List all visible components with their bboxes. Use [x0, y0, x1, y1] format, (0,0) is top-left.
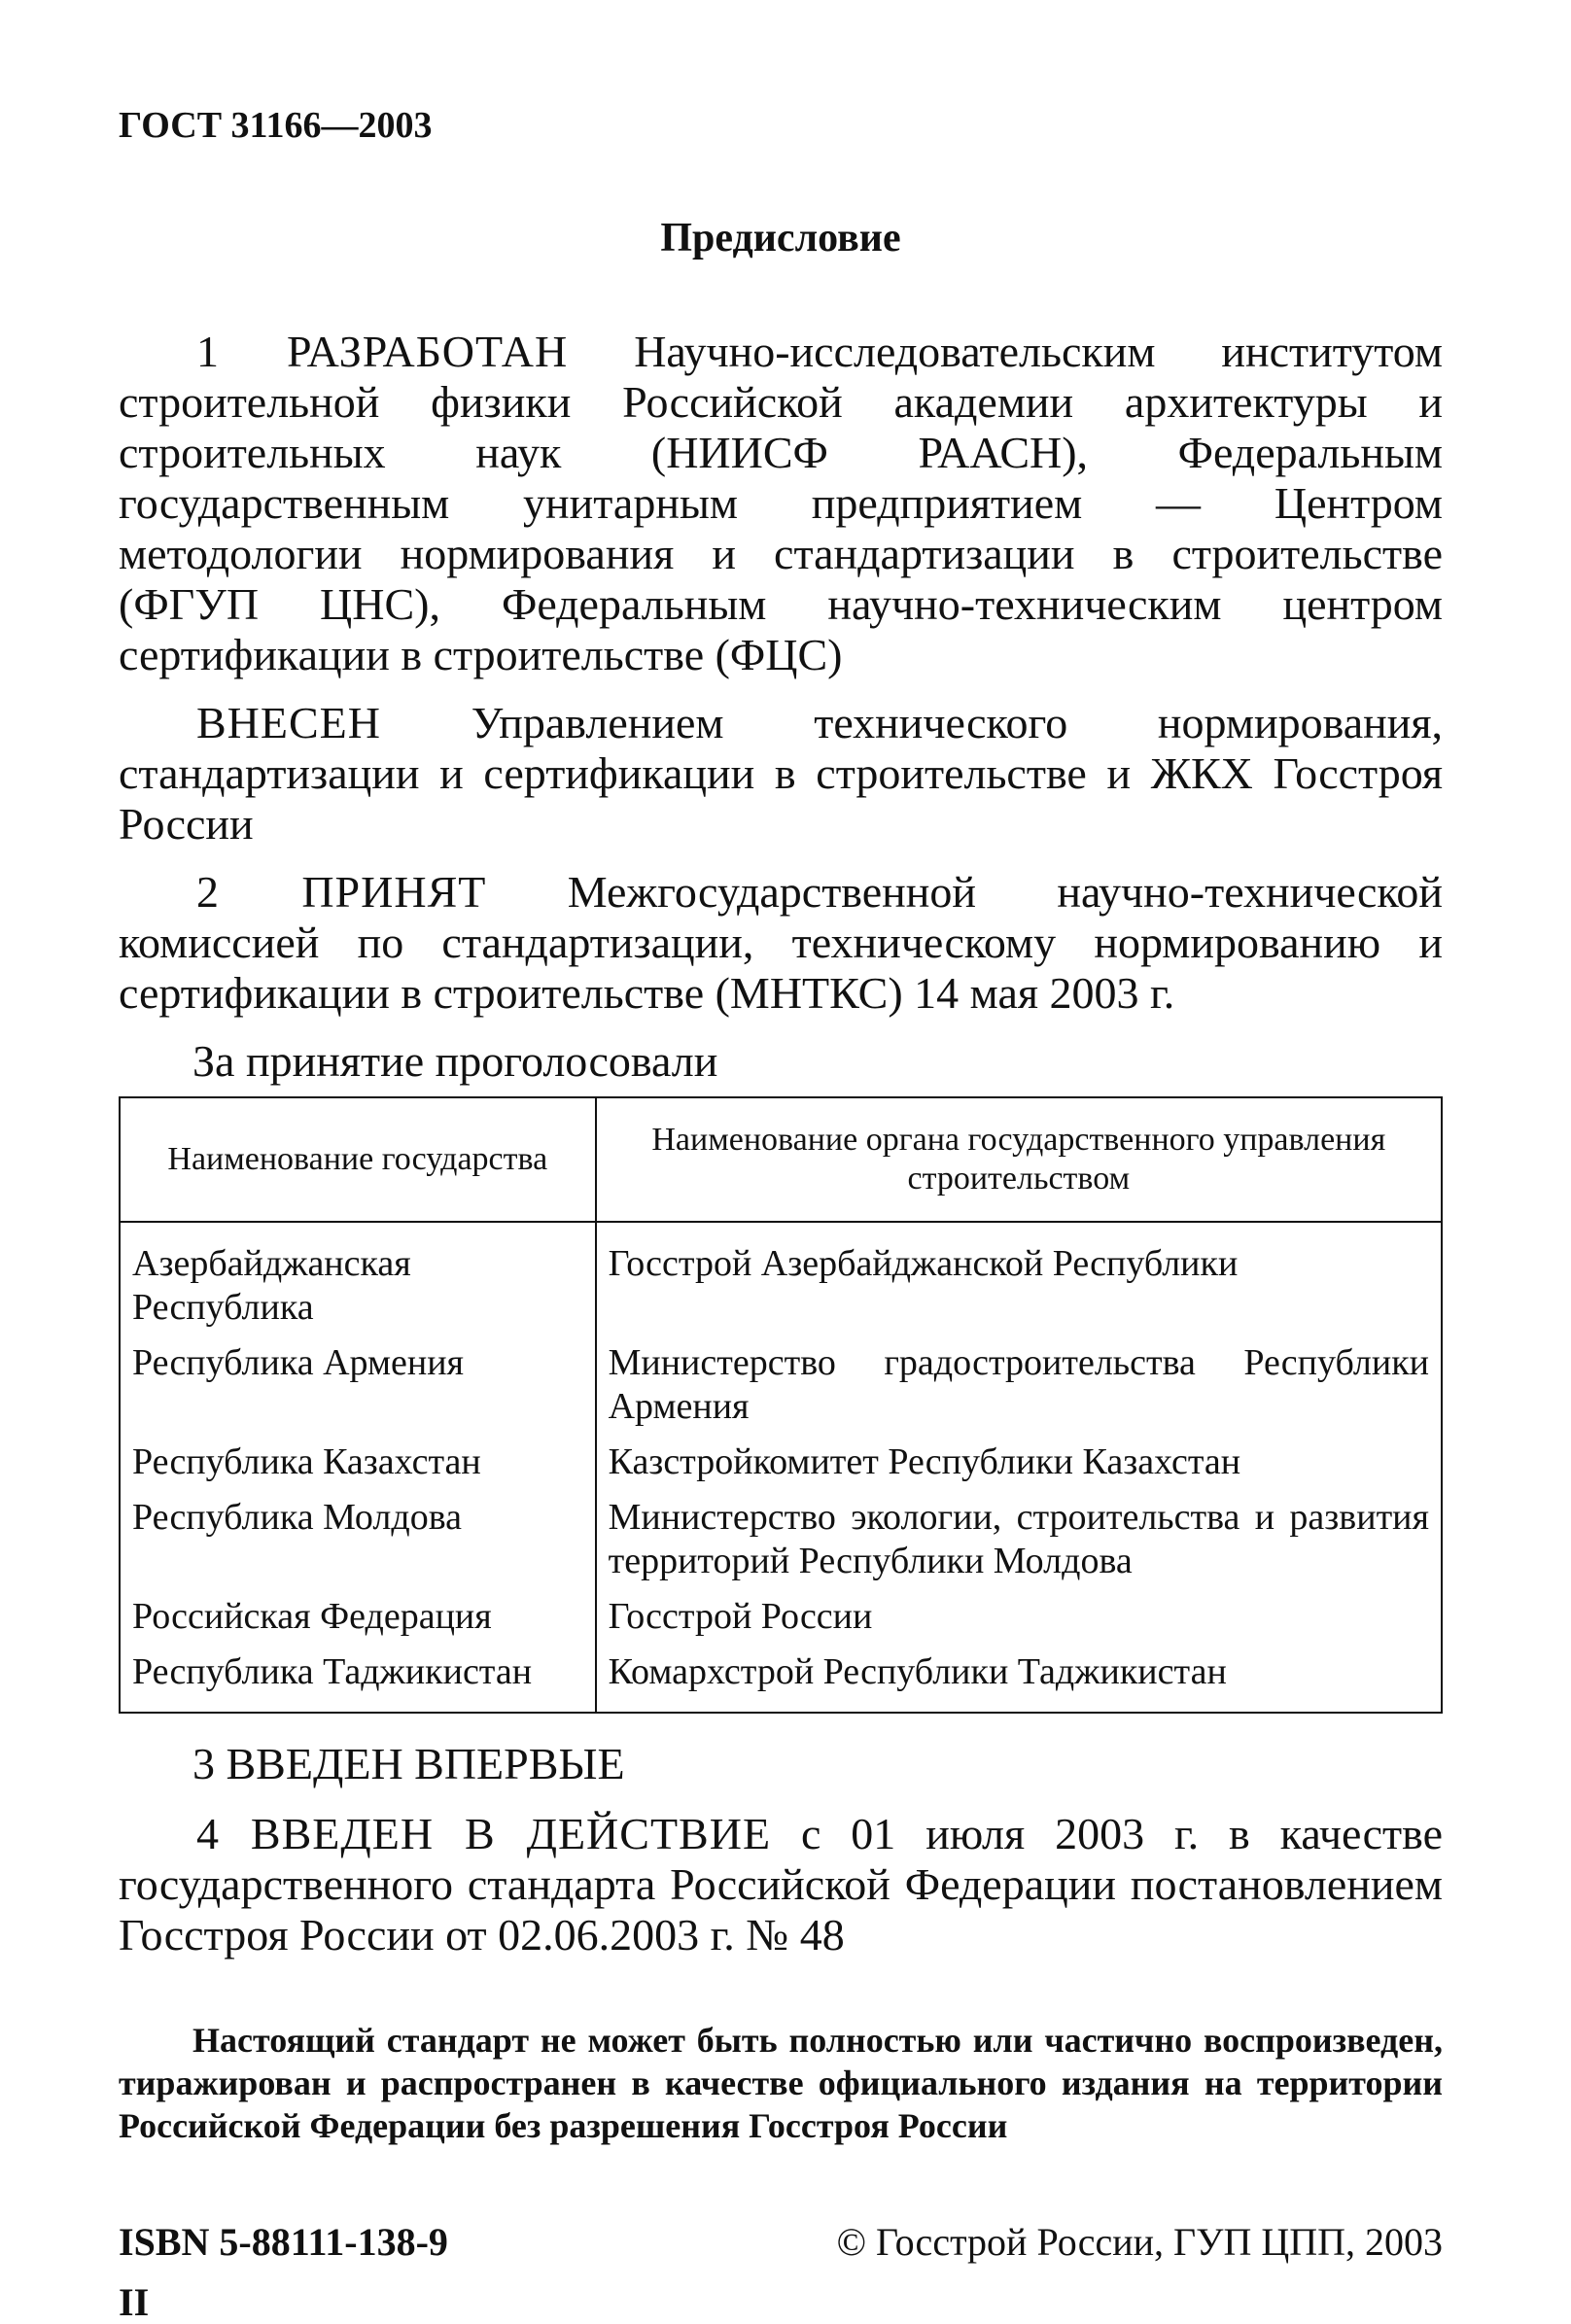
table-row [120, 1490, 1442, 1589]
section-4-lead: 4 ВВЕДЕН В ДЕЙСТВИЕ [196, 1809, 772, 1858]
section-2-lead: 2 ПРИНЯТ [196, 867, 487, 917]
section-2-paragraph [119, 867, 1443, 1019]
table-row [120, 1335, 1442, 1435]
authority-cell: Госстрой России [596, 1589, 1442, 1645]
document-page [119, 107, 1443, 2322]
state-cell: Республика Армения [120, 1335, 596, 1435]
state-cell: Республика Казахстан [120, 1435, 596, 1490]
authority-cell: Казстройкомитет Республики Казахстан [596, 1435, 1442, 1490]
state-cell: Российская Федерация [120, 1589, 596, 1645]
column-header-state: Наименование государства [120, 1097, 596, 1222]
votes-table [119, 1096, 1443, 1714]
state-cell: Азербайджанская Республика [120, 1222, 596, 1335]
authority-cell: Министерство градостроительства Республики Армения [596, 1335, 1442, 1435]
section-4-paragraph [119, 1809, 1443, 1960]
page-number: II [119, 2280, 150, 2324]
copyright-line: © Госстрой России, ГУП ЦПП, 2003 [836, 2220, 1443, 2264]
footer [119, 2220, 1443, 2264]
introduced-lead: ВНЕСЕН [196, 698, 381, 747]
table-header-row [120, 1097, 1442, 1222]
copyright-notice: Настоящий стандарт не может быть полностью или частично воспроизведен, тиражирован и распространен в качестве официального издания на территории Российской Федерации без разрешения Госстроя России [119, 2021, 1443, 2145]
introduced-paragraph [119, 698, 1443, 850]
table-row [120, 1435, 1442, 1490]
introduced-text: Управлением технического нормирования, стандартизации и сертификации в строительстве и ЖКХ Госстроя России [119, 698, 1444, 849]
section-1-text: Научно-исследовательским институтом строительной физики Российской академии архитектуры и строительных наук (НИИСФ РААСН), Федеральным государственным унитарным предприятием — Центром методологии нормирования и стандартизации в строительстве (ФГУП ЦНС), Федеральным научно-техническим центром сертификации в строительстве (ФЦС) [119, 327, 1443, 679]
table-row [120, 1589, 1442, 1645]
section-4-text: с 01 июля 2003 г. в качестве государственного стандарта Российской Федерации постановлением Госстроя России от 02.06.2003 г. № 48 [119, 1809, 1444, 1960]
section-1-paragraph [119, 327, 1443, 680]
section-2-text: Межгосударственной научно-технической комиссией по стандартизации, техническому нормированию и сертификации в строительстве (МНТКС) 14 мая 2003 г. [119, 867, 1444, 1018]
table-row [120, 1222, 1442, 1335]
document-code: ГОСТ 31166—2003 [119, 105, 433, 146]
page-title: Предисловие [660, 216, 901, 260]
state-cell: Республика Таджикистан [120, 1645, 596, 1713]
section-1-lead: 1 РАЗРАБОТАН [196, 327, 569, 376]
column-header-authority: Наименование органа государственного управления строительством [596, 1097, 1442, 1222]
vote-label: За принятие проголосовали [192, 1036, 718, 1086]
state-cell: Республика Молдова [120, 1490, 596, 1589]
isbn: ISBN 5-88111-138-9 [119, 2220, 448, 2264]
authority-cell: Министерство экологии, строительства и развития территорий Республики Молдова [596, 1490, 1442, 1589]
section-3-heading: 3 ВВЕДЕН ВПЕРВЫЕ [192, 1739, 625, 1788]
authority-cell: Комархстрой Республики Таджикистан [596, 1645, 1442, 1713]
authority-cell: Госстрой Азербайджанской Республики [596, 1222, 1442, 1335]
table-row [120, 1645, 1442, 1713]
